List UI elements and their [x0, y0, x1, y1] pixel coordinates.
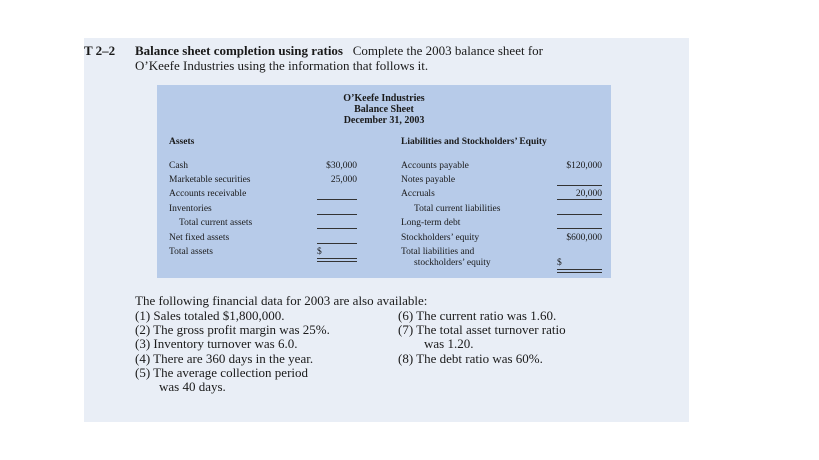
answer-blank	[557, 185, 602, 186]
asset-label: Total assets	[169, 247, 213, 257]
asset-label: Inventories	[169, 204, 212, 214]
data-item: (3) Inventory turnover was 6.0.	[135, 336, 298, 351]
liability-value: 20,000	[575, 189, 602, 199]
balance-sheet	[157, 85, 611, 278]
data-item: was 40 days.	[159, 379, 226, 394]
problem-intro-1: Complete the 2003 balance sheet for	[352, 43, 543, 58]
liability-value: $	[557, 258, 562, 268]
answer-blank	[557, 199, 602, 200]
data-item: (8) The debt ratio was 60%.	[398, 351, 543, 366]
data-item: (2) The gross profit margin was 25%.	[135, 322, 330, 337]
assets-header: Assets	[169, 137, 195, 147]
asset-label: Total current assets	[179, 218, 253, 228]
total-underline	[557, 269, 602, 273]
liability-label: Long-term debt	[401, 218, 461, 228]
problem-heading	[135, 43, 543, 58]
data-item: (5) The average collection period	[135, 365, 309, 380]
problem-number: T 2–2	[84, 43, 116, 58]
answer-blank	[317, 214, 357, 215]
asset-value: $	[317, 247, 322, 257]
answer-blank	[557, 228, 602, 229]
company-name: O’Keefe Industries	[343, 93, 425, 104]
liability-label: Stockholders’ equity	[401, 233, 480, 243]
asset-label: Accounts receivable	[169, 189, 247, 199]
data-item: (6) The current ratio was 1.60.	[398, 308, 557, 323]
liability-label: Total liabilities and	[401, 247, 475, 257]
statement-date: December 31, 2003	[343, 115, 425, 126]
problem-intro-2: O’Keefe Industries using the information that follows it.	[135, 58, 429, 73]
data-item: (4) There are 360 days in the year.	[135, 351, 314, 366]
liability-label: stockholders’ equity	[414, 258, 491, 268]
statement-name: Balance Sheet	[354, 104, 414, 115]
data-item: (7) The total asset turnover ratio	[398, 322, 566, 337]
problem-title: Balance sheet completion using ratios	[135, 43, 343, 58]
total-underline	[317, 258, 357, 262]
answer-blank	[557, 214, 602, 215]
financial-data-intro: The following financial data for 2003 are also available:	[135, 293, 428, 308]
liabilities-header: Liabilities and Stockholders’ Equity	[401, 137, 547, 147]
answer-blank	[317, 228, 357, 229]
data-item: (1) Sales totaled $1,800,000.	[135, 308, 285, 323]
asset-label: Marketable securities	[169, 175, 251, 185]
liability-label: Accounts payable	[401, 161, 469, 171]
answer-blank	[317, 199, 357, 200]
answer-blank	[317, 243, 357, 244]
liability-value: $120,000	[566, 161, 602, 171]
liability-label: Notes payable	[401, 175, 456, 185]
asset-label: Net fixed assets	[169, 233, 230, 243]
asset-value: $30,000	[326, 161, 357, 171]
asset-label: Cash	[169, 161, 188, 171]
data-item: was 1.20.	[424, 336, 474, 351]
asset-value: 25,000	[330, 175, 357, 185]
liability-label: Accruals	[401, 189, 435, 199]
liability-label: Total current liabilities	[414, 204, 501, 214]
liability-value: $600,000	[566, 233, 602, 243]
